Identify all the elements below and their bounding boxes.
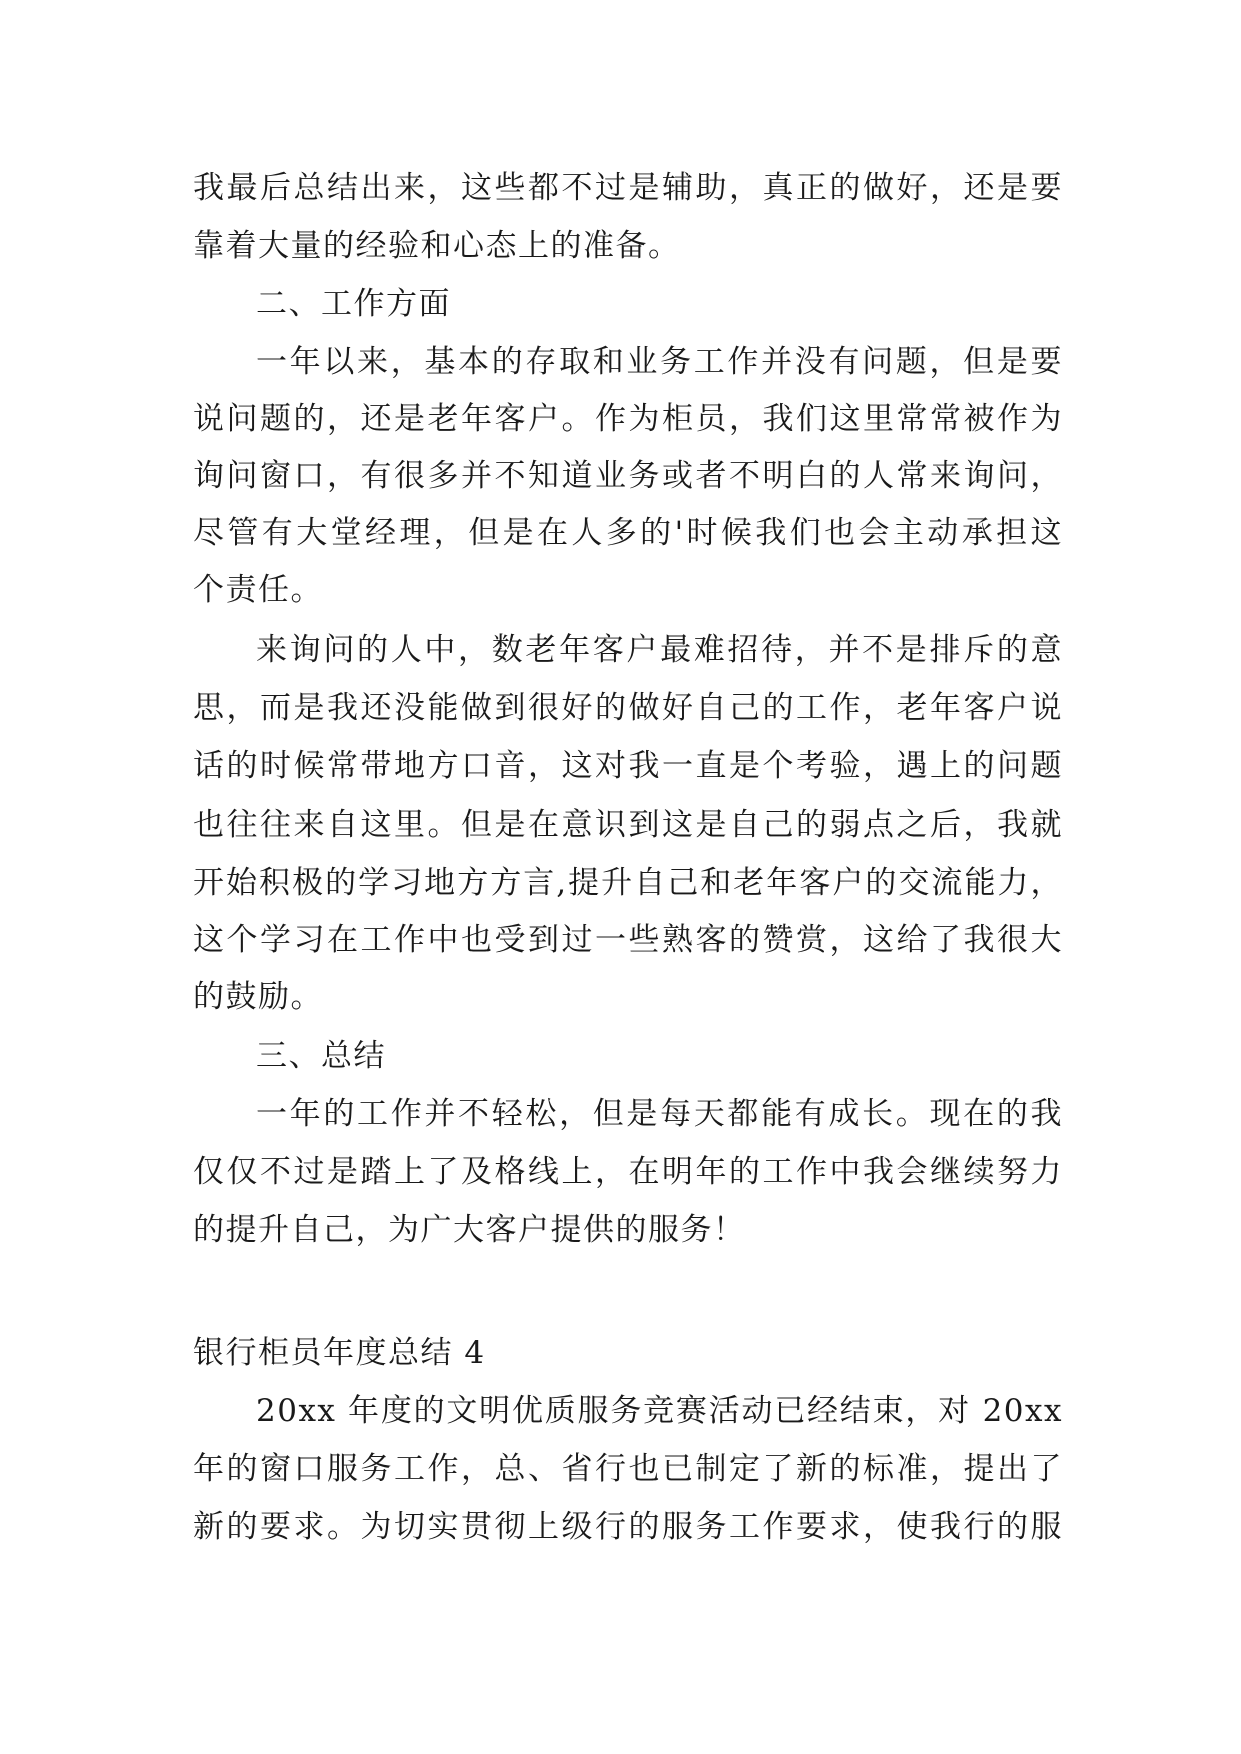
paragraph-line: 我最后总结出来，这些都不过是辅助，真正的做好，还是要: [193, 170, 1063, 206]
paragraph-line: 20xx 年度的文明优质服务竞赛活动已经结束，对 20xx: [256, 1393, 1063, 1429]
paragraph-line: 思，而是我还没能做到很好的做好自己的工作，老年客户说: [193, 690, 1063, 726]
paragraph-line: 一年的工作并不轻松，但是每天都能有成长。现在的我: [256, 1096, 1063, 1132]
paragraph-line: 这个学习在工作中也受到过一些熟客的赞赏，这给了我很大: [193, 922, 1063, 958]
section-heading: 二、工作方面: [256, 286, 451, 322]
paragraph-line: 尽管有大堂经理，但是在人多的'时候我们也会主动承担这: [193, 515, 1063, 551]
paragraph-line: 也往往来自这里。但是在意识到这是自己的弱点之后，我就: [193, 807, 1063, 843]
paragraph-line: 说问题的，还是老年客户。作为柜员，我们这里常常被作为: [193, 401, 1063, 437]
paragraph-line: 年的窗口服务工作，总、省行也已制定了新的标准，提出了: [193, 1451, 1063, 1487]
document-title: 银行柜员年度总结 4: [193, 1335, 486, 1371]
paragraph-line: 的提升自己，为广大客户提供的服务！: [193, 1212, 746, 1248]
paragraph-line: 仅仅不过是踏上了及格线上，在明年的工作中我会继续努力: [193, 1154, 1063, 1190]
section-heading: 三、总结: [256, 1038, 386, 1074]
paragraph-line: 个责任。: [193, 572, 323, 608]
paragraph-line: 来询问的人中，数老年客户最难招待，并不是排斥的意: [256, 632, 1063, 668]
paragraph-line: 新的要求。为切实贯彻上级行的服务工作要求，使我行的服: [193, 1509, 1063, 1545]
paragraph-line: 开始积极的学习地方方言,提升自己和老年客户的交流能力，: [193, 865, 1063, 901]
paragraph-line: 话的时候常带地方口音，这对我一直是个考验，遇上的问题: [193, 748, 1063, 784]
paragraph-line: 靠着大量的经验和心态上的准备。: [193, 228, 681, 264]
paragraph-line: 一年以来，基本的存取和业务工作并没有问题，但是要: [256, 344, 1063, 380]
paragraph-line: 询问窗口，有很多并不知道业务或者不明白的人常来询问，: [193, 458, 1063, 494]
paragraph-line: 的鼓励。: [193, 979, 323, 1015]
